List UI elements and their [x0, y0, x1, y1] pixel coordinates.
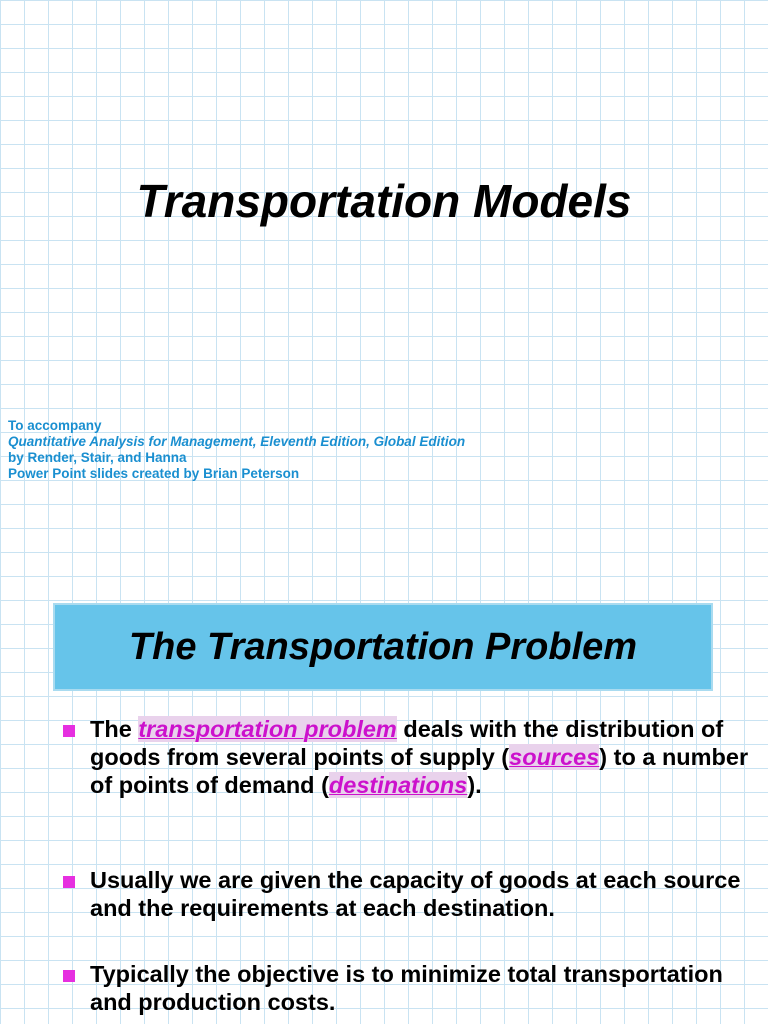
section-title: The Transportation Problem — [128, 625, 638, 668]
section-title-banner — [53, 603, 713, 691]
bullet-text: Typically the objective is to minimize total transportation and production costs. — [90, 961, 723, 1015]
bullet-text: The — [90, 716, 139, 742]
credits-authors: by Render, Stair, and Hanna — [8, 450, 187, 465]
highlight-term: destinations — [328, 772, 468, 798]
bullet-text: deals with the distribution of goods from several points of supply ( — [90, 716, 724, 770]
bullet-text: ). — [467, 772, 482, 798]
highlight-term: sources — [509, 744, 600, 770]
credits-line-accompany: To accompany — [8, 418, 102, 433]
credits-book-title: Quantitative Analysis for Management, Eleventh Edition, Global Edition — [8, 434, 466, 449]
highlight-term: transportation problem — [138, 716, 397, 742]
bullet-square-icon — [63, 725, 75, 737]
bullet-item — [60, 960, 750, 1016]
bullet-square-icon — [63, 970, 75, 982]
credits-slides-author: Power Point slides created by Brian Peterson — [8, 466, 300, 481]
slide-title: Transportation Models — [136, 175, 632, 227]
bullet-item — [60, 715, 750, 799]
credits-block — [8, 418, 465, 482]
bullet-square-icon — [63, 876, 75, 888]
bullet-text: Usually we are given the capacity of goods at each source and the requirements at each destination. — [90, 867, 741, 921]
bullet-text: ) to a number of points of demand ( — [90, 744, 749, 798]
bullet-item — [60, 866, 750, 922]
